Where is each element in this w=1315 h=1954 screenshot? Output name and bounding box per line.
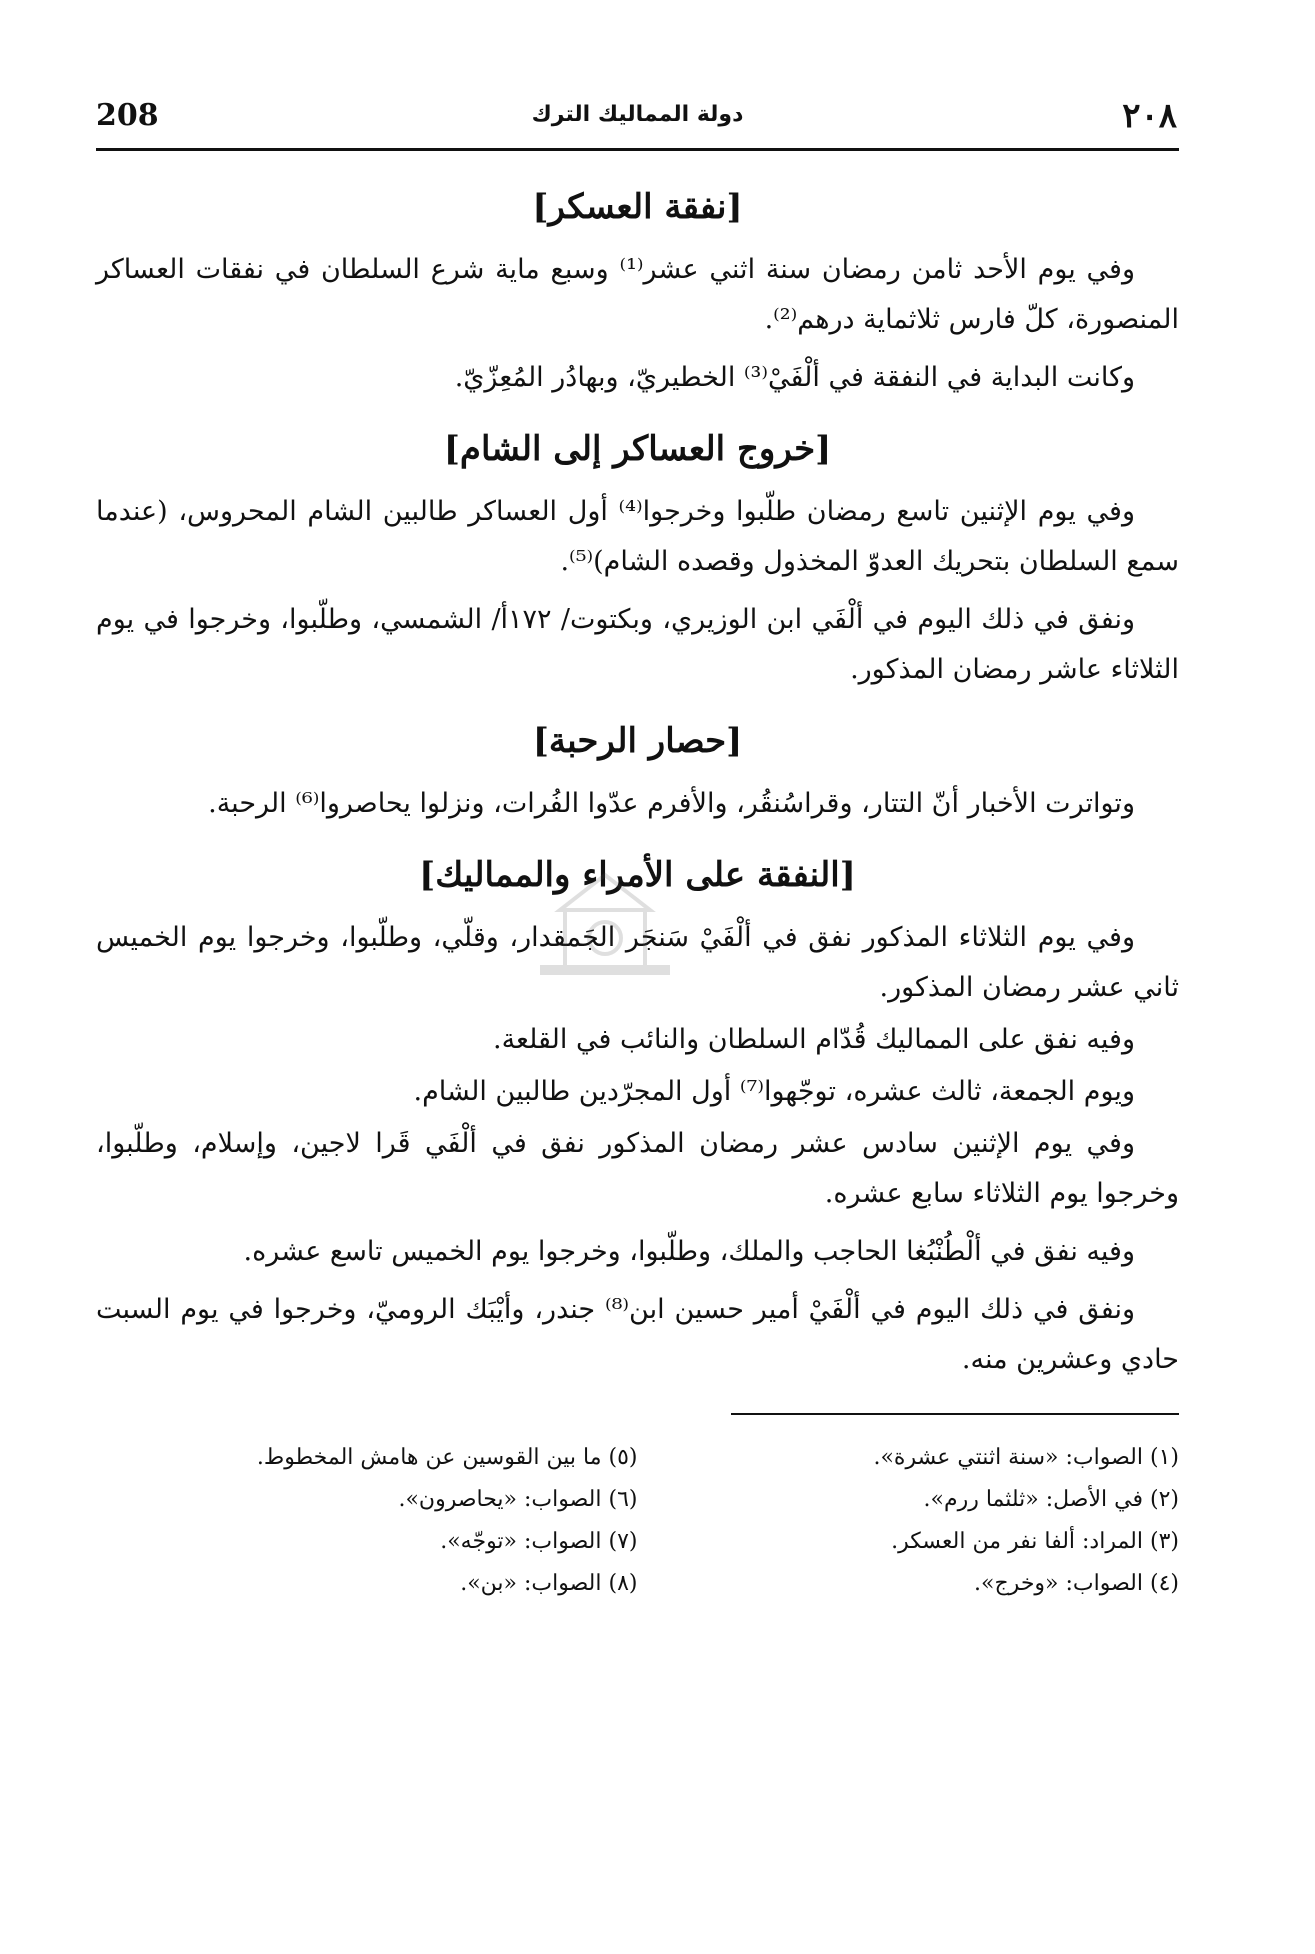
page-number-arabic: ٢٠٨ — [1122, 96, 1177, 136]
paragraph: ويوم الجمعة، ثالث عشره، توجّهوا⁽⁷⁾ أول المجرّدين طالبين الشام. — [413, 1076, 1135, 1107]
paragraph: ونفق في ذلك اليوم في ألْفَيْ أمير حسين ابن⁽⁸⁾ جندر، وأيْبَك الروميّ، وخرجوا في يوم السبت حادي وعشرين منه. — [96, 1294, 1179, 1375]
footnote: (١) الصواب: «سنة اثنتي عشرة». — [873, 1445, 1179, 1470]
paragraph: وتواترت الأخبار أنّ التتار، وقراسُنقُر، والأفرم عدّوا الفُرات، ونزلوا يحاصروا⁽⁶⁾ الرحبة. — [208, 788, 1135, 819]
footnote-divider — [731, 1413, 1179, 1415]
footnote: (٢) في الأصل: «ثلثما ررم». — [923, 1487, 1179, 1512]
book-page — [96, 90, 1179, 1920]
footnote: (٦) الصواب: «يحاصرون». — [398, 1487, 638, 1512]
paragraph: وفيه نفق على المماليك قُدّام السلطان والنائب في القلعة. — [492, 1024, 1135, 1055]
footnote: (٥) ما بين القوسين عن هامش المخطوط. — [256, 1445, 638, 1470]
library-watermark-icon — [530, 870, 680, 980]
paragraph: وكانت البداية في النفقة في ألْفَيْ⁽³⁾ الخطيريّ، وبهادُر المُعِزّيّ. — [454, 362, 1135, 393]
footnote: (٤) الصواب: «وخرج». — [974, 1571, 1179, 1596]
page-header — [96, 90, 1179, 151]
paragraph: وفي يوم الإثنين تاسع رمضان طلّبوا وخرجوا⁽⁴⁾ أول العساكر طالبين الشام المحروس، (عندما سمع السلطان بتحريك العدوّ المخذول وقصده الشام)⁽⁵⁾. — [96, 496, 1179, 577]
footnote: (٧) الصواب: «توجّه». — [440, 1529, 638, 1554]
section-title: [النفقة على الأمراء والمماليك] — [419, 855, 856, 895]
footnotes — [96, 1437, 1179, 1605]
paragraph: وفي يوم الثلاثاء المذكور نفق في ألْفَيْ سَنجَر الجَمقدار، وقلّي، وطلّبوا، وخرجوا يوم الخميس ثاني عشر رمضان المذكور. — [96, 922, 1179, 1003]
section-title: [حصار الرحبة] — [532, 721, 743, 761]
footnote: (٣) المراد: ألفا نفر من العسكر. — [891, 1529, 1179, 1554]
page-number-latin: 208 — [96, 98, 159, 133]
paragraph: وفي يوم الإثنين سادس عشر رمضان المذكور نفق في ألْفَي قَرا لاجين، وإسلام، وطلّبوا، وخرجوا يوم الثلاثاء سابع عشره. — [96, 1128, 1179, 1209]
footnote: (٨) الصواب: «بن». — [460, 1571, 638, 1596]
footnotes-left-column — [96, 1437, 638, 1605]
running-title: دولة المماليك الترك — [531, 102, 744, 127]
footnotes-right-column — [638, 1437, 1180, 1605]
paragraph: ونفق في ذلك اليوم في ألْفَي ابن الوزيري، وبكتوت/ ١٧٢أ/ الشمسي، وطلّبوا، وخرجوا في يوم الثلاثاء عاشر رمضان المذكور. — [96, 604, 1179, 685]
paragraph: وفيه نفق في ألْطُنْبُغا الحاجب والملك، وطلّبوا، وخرجوا يوم الخميس تاسع عشره. — [243, 1236, 1135, 1267]
section-title: [نفقة العسكر] — [532, 187, 743, 227]
paragraph: وفي يوم الأحد ثامن رمضان سنة اثني عشر⁽¹⁾ وسبع ماية شرع السلطان في نفقات العساكر المنصورة، كلّ فارس ثلاثماية درهم⁽²⁾. — [96, 254, 1179, 335]
section-title: [خروج العساكر إلى الشام] — [443, 429, 832, 469]
